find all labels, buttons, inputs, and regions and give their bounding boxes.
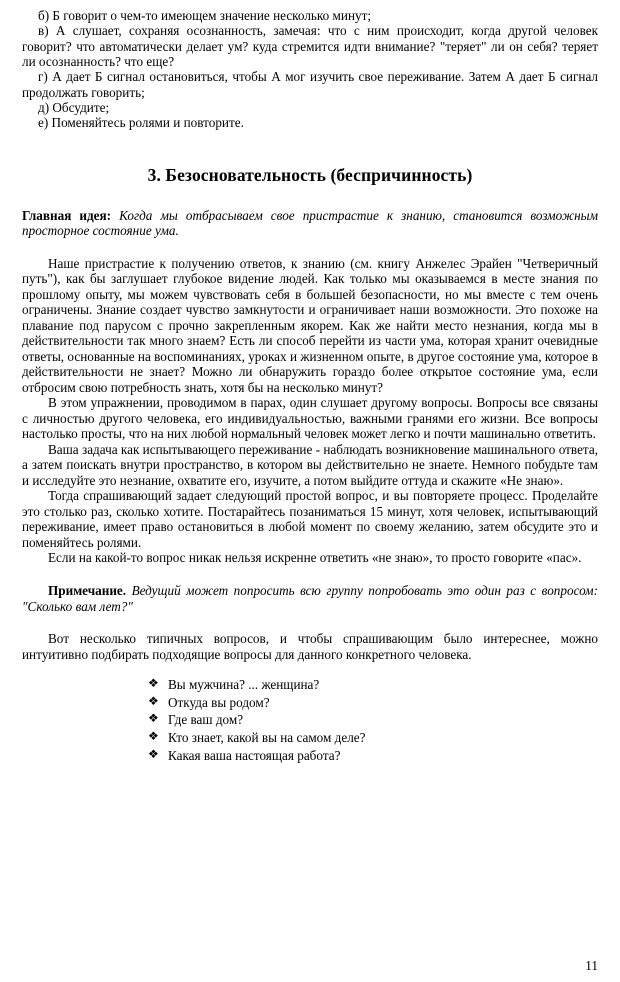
paragraph: Ваша задача как испытывающего переживание - наблюдать возникновение машинального ответа, а затем поискать внутри пространство, в котором вы действительно не знаете. Немного побудьте там и исследуйте это незнание, охватите его, изучите, а потом выйдите оттуда и скажите «Не знаю». bbox=[22, 441, 598, 488]
main-idea-text: Когда мы отбрасываем свое пристрастие к знанию, становится возможным просторное состояние ума. bbox=[22, 207, 599, 239]
main-idea bbox=[22, 208, 598, 239]
list-item bbox=[22, 747, 598, 765]
closing-paragraph: Вот несколько типичных вопросов, и чтобы спрашивающим было интереснее, можно интуитивно подбирать подходящие вопросы для данного конкретного человека. bbox=[22, 631, 598, 662]
list-item bbox=[22, 711, 598, 729]
diamond-bullet-icon: ❖ bbox=[148, 728, 159, 743]
note-label: Примечание. bbox=[48, 582, 127, 598]
diamond-bullet-icon: ❖ bbox=[148, 746, 159, 761]
list-item-label: Какая ваша настоящая работа? bbox=[168, 747, 341, 763]
diamond-bullet-icon: ❖ bbox=[148, 711, 159, 726]
body-text bbox=[22, 256, 598, 566]
top-exercise-list bbox=[22, 8, 598, 131]
list-item bbox=[22, 729, 598, 747]
list-item: б) Б говорит о чем-то имеющем значение несколько минут; bbox=[38, 8, 372, 23]
paragraph: Наше пристрастие к получению ответов, к знанию (см. книгу Анжелес Эрайен "Четверичный путь"), как бы заглушает глубокое видение людей. Как только мы оказываемся в месте знания по прошлому опыту, мы можем чувствовать себя в большей безопасности, но мы вместе с тем очень ограничены. Знание создает чувство замкнутости и ограничивает наши возможности. Это похоже на плавание под парусом с прочно закрепленным якорем. Как же найти место незнания, когда мы в действительности так много знаем? Есть ли способ перейти из части ума, которая хранит очевидные ответы, основанные на воспоминаниях, уроках и жизненном опыте, в другое состояние ума, которое в действительности не знает? Можно ли обнаружить гораздо более открытое состояние ума, если отбросим свою потребность знать, хотя бы на несколько минут? bbox=[22, 255, 598, 395]
list-item: е) Поменяйтесь ролями и повторите. bbox=[38, 115, 244, 131]
page-number: 11 bbox=[585, 958, 598, 973]
note-text: Ведущий может попросить всю группу попробовать это один раз с вопросом: "Сколько вам лет?" bbox=[22, 582, 598, 614]
list-item-label: Кто знает, какой вы на самом деле? bbox=[168, 729, 366, 745]
list-item: в) А слушает, сохраняя осознанность, замечая: что с ним происходит, когда другой человек говорит? что автоматически делает ум? куда стремится идти внимание? "теряет" ли он себя? теряет ли осознанность? что еще? bbox=[22, 23, 598, 69]
list-item bbox=[22, 676, 598, 694]
main-idea-label: Главная идея: bbox=[22, 207, 112, 223]
page-title: 3. Безосновательность (беспричинность) bbox=[147, 164, 473, 185]
list-item-label: Где ваш дом? bbox=[168, 712, 244, 728]
list-item: г) А дает Б сигнал остановиться, чтобы А мог изучить свое переживание. Затем А дает Б сигнал продолжать говорить; bbox=[22, 69, 598, 100]
paragraph: Если на какой-то вопрос никак нельзя искренне ответить «не знаю», то просто говорите «пас». bbox=[48, 550, 582, 566]
list-item bbox=[22, 694, 598, 712]
questions-list bbox=[22, 676, 598, 764]
note bbox=[22, 583, 598, 614]
list-item-label: Вы мужчина? ... женщина? bbox=[168, 677, 320, 693]
list-item: д) Обсудите; bbox=[38, 99, 110, 115]
diamond-bullet-icon: ❖ bbox=[148, 693, 159, 708]
paragraph: Тогда спрашивающий задает следующий простой вопрос, и вы повторяете процесс. Проделайте это столько раз, сколько хотите. Постарайтесь позаниматься 15 минут, хотя человек, испытывающий переживание, имеет право остановиться в любой момент по своему желанию, затем обсудите это и поменяйтесь ролями. bbox=[22, 488, 598, 550]
paragraph: В этом упражнении, проводимом в парах, один слушает другому вопросы. Вопросы все связаны с личностью другого человека, его индивидуальностью, важными гранями его жизни. Все вопросы настолько просты, что на них любой нормальный человек может легко и почти машинально ответить. bbox=[22, 395, 598, 442]
list-item-label: Откуда вы родом? bbox=[168, 694, 270, 710]
diamond-bullet-icon: ❖ bbox=[148, 676, 159, 691]
